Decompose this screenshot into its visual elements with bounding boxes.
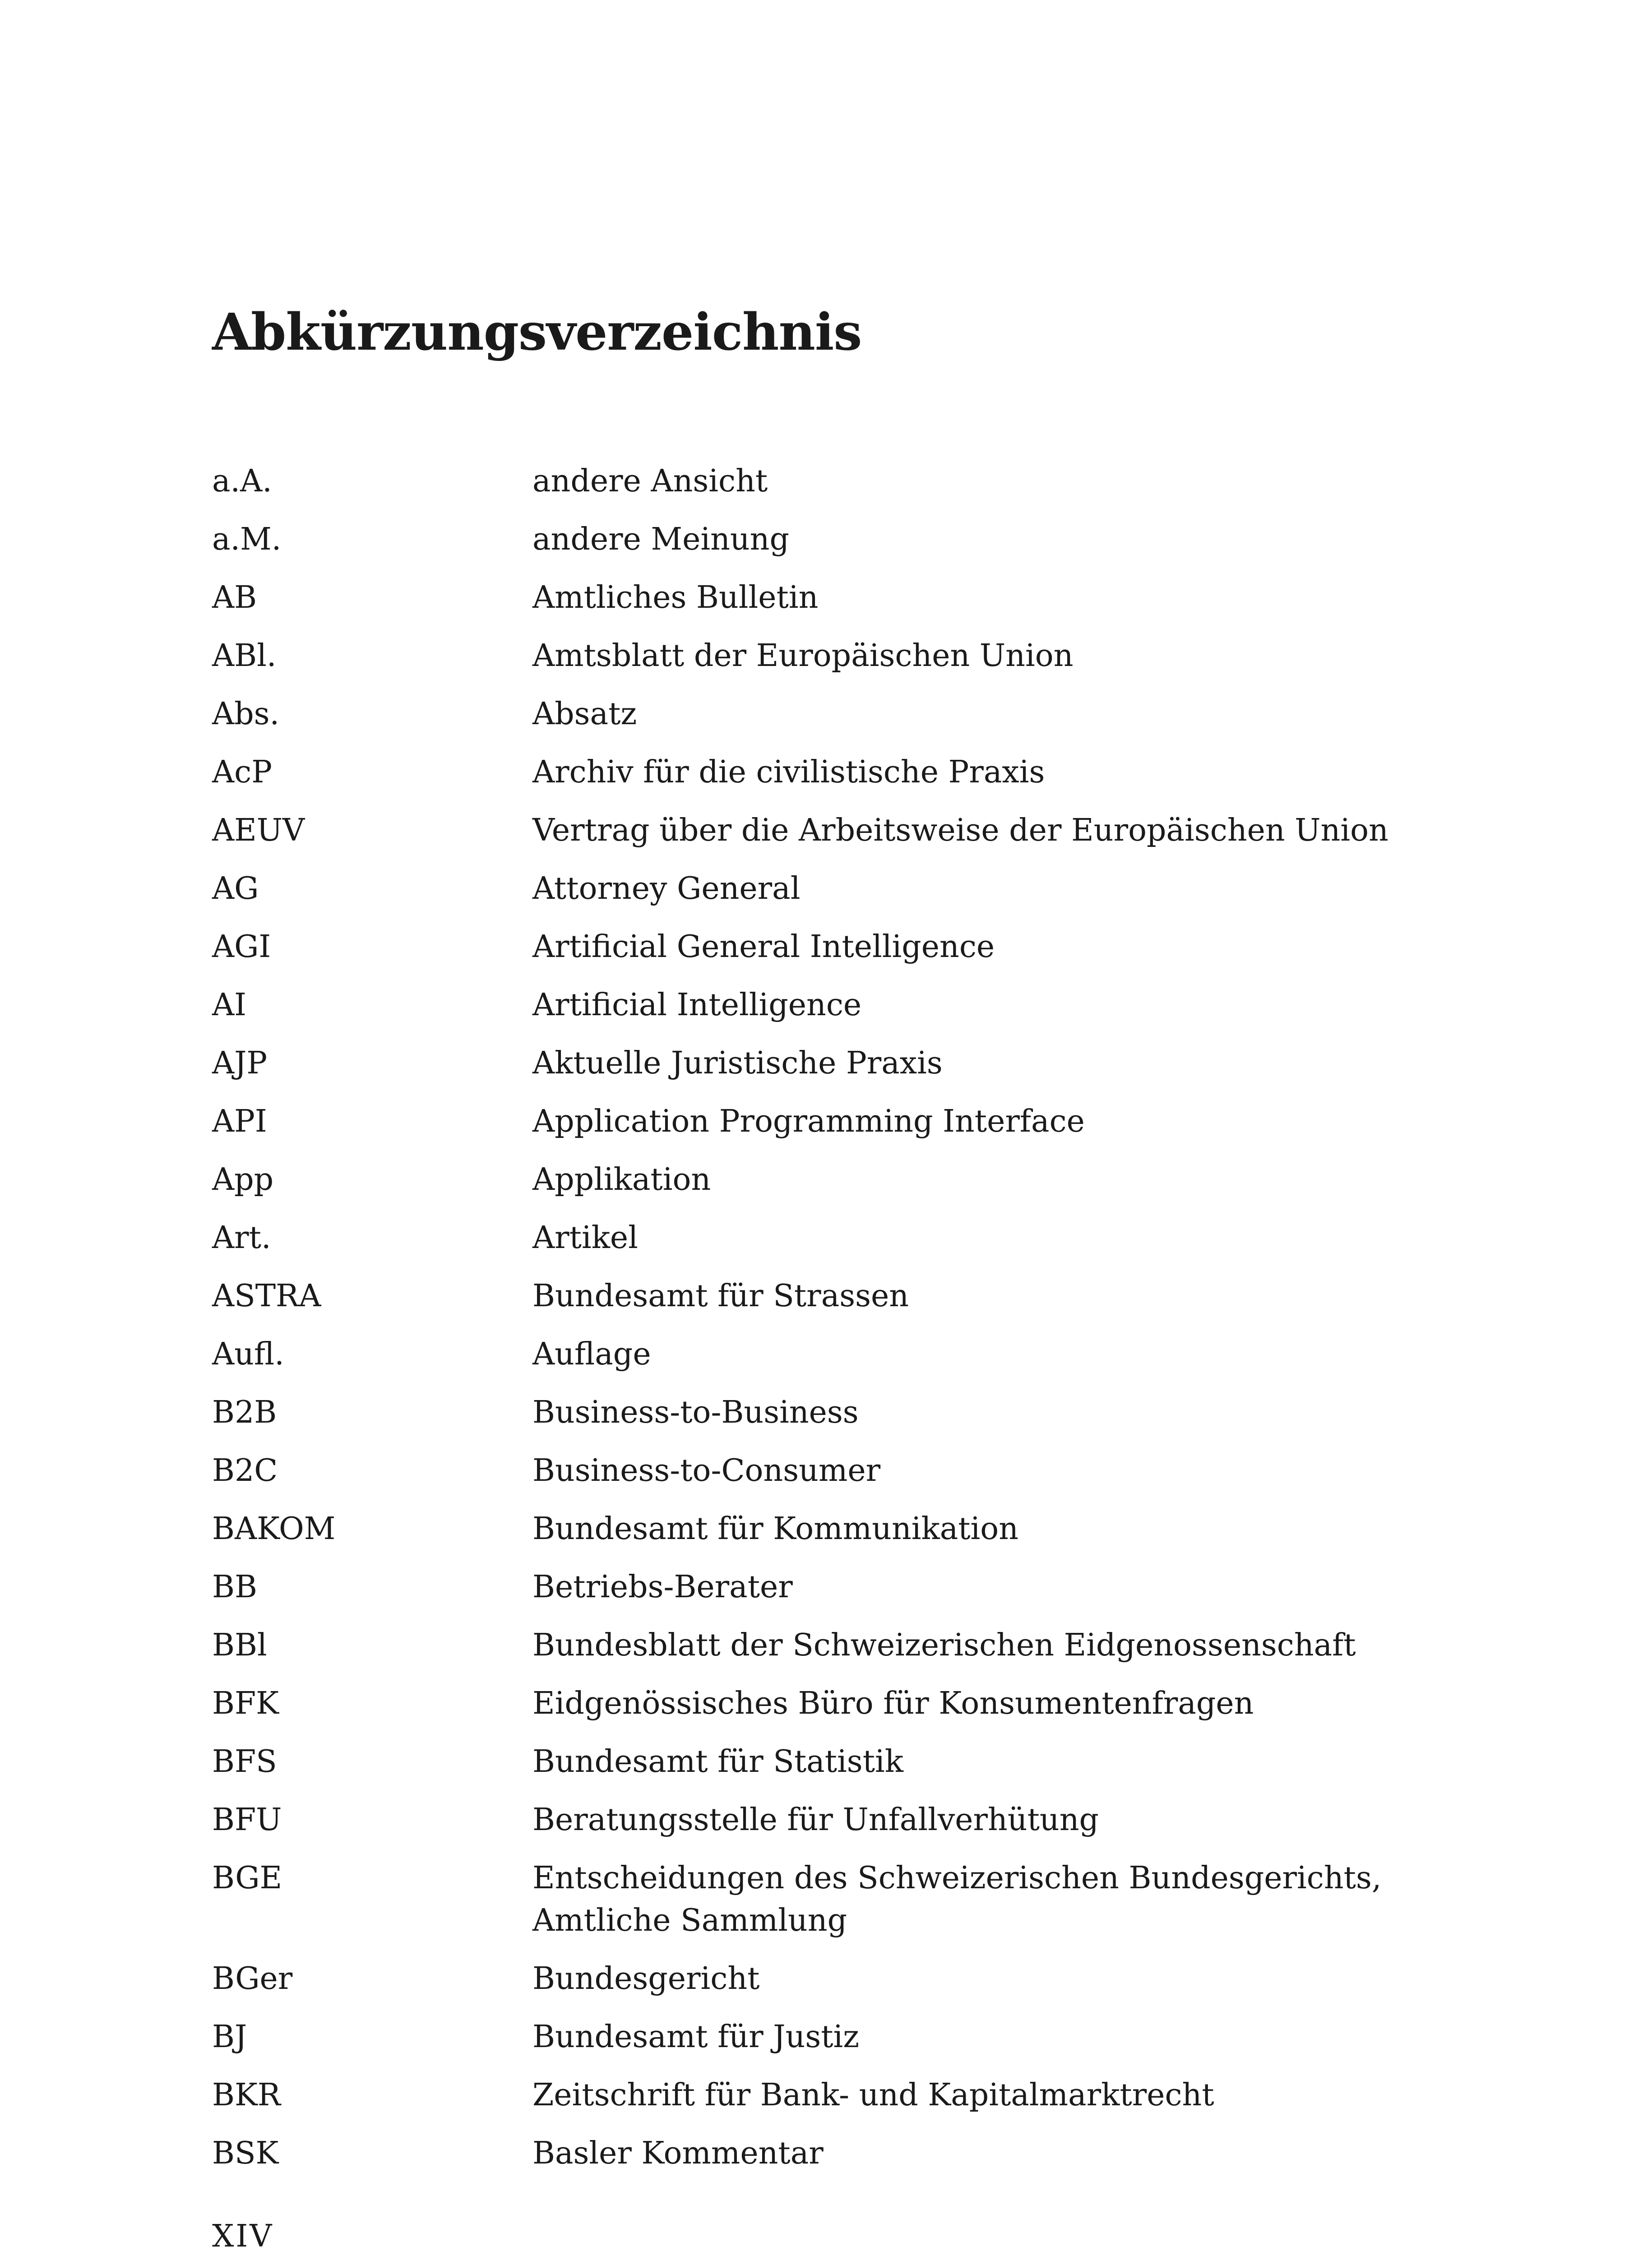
abbreviation-term: AcP — [212, 754, 272, 790]
abbreviation-definition: Eidgenössisches Büro für Konsumentenfragen — [532, 1686, 1254, 1721]
abbreviation-term: BAKOM — [212, 1511, 336, 1547]
abbreviation-definition: Artificial General Intelligence — [532, 929, 995, 965]
abbreviation-definition: Bundesamt für Kommunikation — [532, 1511, 1019, 1547]
abbreviation-term: BGE — [212, 1860, 282, 1896]
abbreviation-term: BB — [212, 1569, 257, 1605]
abbreviation-definition: Aktuelle Juristische Praxis — [532, 1045, 943, 1081]
abbreviation-row — [212, 577, 1458, 635]
abbreviation-row — [212, 635, 1458, 693]
abbreviation-row — [212, 2132, 1458, 2191]
abbreviation-definition: Bundesblatt der Schweizerischen Eidgenossenschaft — [532, 1627, 1356, 1663]
abbreviation-term: BFK — [212, 1686, 279, 1721]
abbreviation-row — [212, 1857, 1458, 1958]
abbreviation-definition: andere Ansicht — [532, 463, 768, 499]
abbreviation-term: BGer — [212, 1961, 293, 1997]
abbreviation-term: AEUV — [212, 813, 305, 848]
abbreviation-row — [212, 1799, 1458, 1857]
abbreviation-term: Aufl. — [212, 1336, 284, 1372]
abbreviation-definition: Bundesamt für Strassen — [532, 1278, 909, 1314]
abbreviation-term: BSK — [212, 2136, 279, 2171]
abbreviation-row — [212, 1741, 1458, 1799]
abbreviation-row — [212, 809, 1458, 868]
abbreviation-term: AG — [212, 871, 259, 906]
abbreviation-row — [212, 1333, 1458, 1392]
abbreviation-definition: Business-to-Consumer — [532, 1453, 881, 1489]
abbreviation-definition: Beratungsstelle für Unfallverhütung — [532, 1802, 1099, 1838]
abbreviation-term: BFU — [212, 1802, 282, 1838]
abbreviation-row — [212, 1217, 1458, 1275]
abbreviation-term: BJ — [212, 2019, 247, 2055]
abbreviation-row — [212, 1100, 1458, 1159]
abbreviation-row — [212, 1042, 1458, 1100]
abbreviation-list — [212, 460, 1458, 2191]
abbreviation-definition: Application Programming Interface — [532, 1104, 1085, 1139]
abbreviation-definition: Betriebs-Berater — [532, 1569, 793, 1605]
abbreviation-term: BFS — [212, 1744, 277, 1780]
abbreviation-row — [212, 868, 1458, 926]
page-number: XIV — [212, 2219, 274, 2254]
abbreviation-term: ASTRA — [212, 1278, 321, 1314]
abbreviation-row — [212, 1508, 1458, 1566]
abbreviation-definition: Bundesamt für Statistik — [532, 1744, 903, 1780]
abbreviation-term: BKR — [212, 2077, 281, 2113]
abbreviation-row — [212, 926, 1458, 984]
abbreviation-row — [212, 2016, 1458, 2074]
abbreviation-row — [212, 693, 1458, 751]
abbreviation-row — [212, 1566, 1458, 1624]
abbreviation-row — [212, 1624, 1458, 1683]
abbreviation-row — [212, 1683, 1458, 1741]
abbreviation-definition: Artificial Intelligence — [532, 987, 862, 1023]
abbreviation-row — [212, 1958, 1458, 2016]
abbreviation-term: App — [212, 1162, 274, 1197]
abbreviation-definition: Artikel — [532, 1220, 638, 1256]
abbreviation-definition: Vertrag über die Arbeitsweise der Europäischen Union — [532, 813, 1388, 848]
abbreviation-definition: Bundesgericht — [532, 1961, 760, 1997]
abbreviation-row — [212, 1275, 1458, 1333]
abbreviation-row — [212, 1450, 1458, 1508]
page-title: Abkürzungsverzeichnis — [212, 303, 862, 362]
abbreviation-term: API — [212, 1104, 267, 1139]
abbreviation-row — [212, 1159, 1458, 1217]
abbreviation-term: ABl. — [212, 638, 277, 674]
abbreviation-row — [212, 518, 1458, 577]
abbreviation-definition: Zeitschrift für Bank- und Kapitalmarktrecht — [532, 2077, 1214, 2113]
abbreviation-definition: Attorney General — [532, 871, 801, 906]
abbreviation-definition: andere Meinung — [532, 522, 790, 557]
abbreviation-definition: Amtsblatt der Europäischen Union — [532, 638, 1074, 674]
abbreviation-term: B2B — [212, 1395, 277, 1430]
abbreviation-term: Art. — [212, 1220, 271, 1256]
abbreviation-term: AJP — [212, 1045, 268, 1081]
abbreviation-term: AGI — [212, 929, 271, 965]
abbreviation-term: AI — [212, 987, 246, 1023]
abbreviation-term: BBl — [212, 1627, 267, 1663]
abbreviation-row — [212, 751, 1458, 809]
abbreviation-row — [212, 984, 1458, 1042]
abbreviation-row — [212, 2074, 1458, 2132]
abbreviation-definition: Archiv für die civilistische Praxis — [532, 754, 1045, 790]
abbreviation-row — [212, 460, 1458, 518]
abbreviation-term: a.A. — [212, 463, 272, 499]
abbreviation-definition: Applikation — [532, 1162, 711, 1197]
abbreviation-definition: Business-to-Business — [532, 1395, 859, 1430]
abbreviation-definition: Auflage — [532, 1336, 651, 1372]
abbreviation-definition: Basler Kommentar — [532, 2136, 824, 2171]
abbreviation-term: a.M. — [212, 522, 282, 557]
abbreviation-term: AB — [212, 580, 257, 615]
abbreviation-term: B2C — [212, 1453, 278, 1489]
abbreviation-definition: Absatz — [532, 696, 637, 732]
abbreviation-term: Abs. — [212, 696, 280, 732]
abbreviation-row — [212, 1392, 1458, 1450]
abbreviation-definition: Entscheidungen des Schweizerischen Bundesgerichts, Amtliche Sammlung — [532, 1860, 1382, 1938]
abbreviation-definition: Bundesamt für Justiz — [532, 2019, 860, 2055]
abbreviation-definition: Amtliches Bulletin — [532, 580, 819, 615]
